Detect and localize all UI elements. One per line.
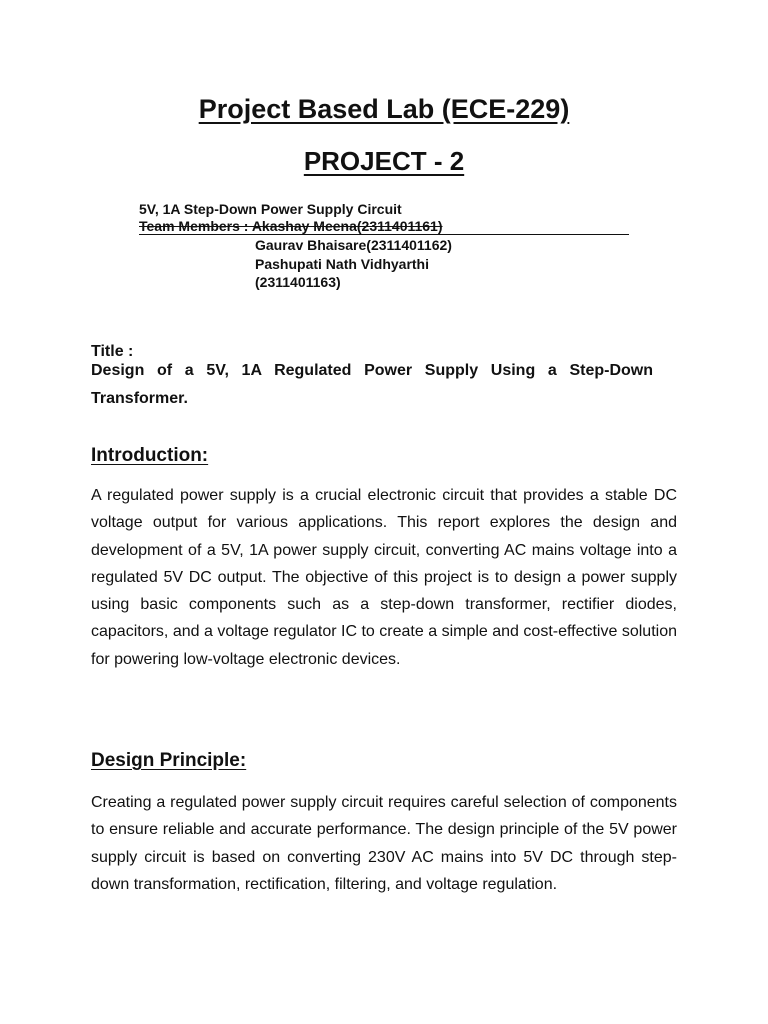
introduction-paragraph: A regulated power supply is a crucial electronic circuit that provides a stable DC voltage output for various applications. This report explores the design and development of a 5V, 1A power supply circuit, converting AC mains voltage into a regulated 5V DC output. The objective of this project is to design a power supply using basic components such as a step-down transformer, rectifier diodes, capacitors, and a voltage regulator IC to create a simple and cost-effective solution for powering low-voltage electronic devices.	[91, 487, 677, 668]
team-member: Gaurav Bhaisare(2311401162)	[255, 237, 452, 253]
circuit-name: 5V, 1A Step-Down Power Supply Circuit	[139, 201, 402, 217]
project-number: PROJECT - 2	[303, 146, 465, 176]
introduction-heading: Introduction:	[91, 445, 209, 466]
design-principle-heading: Design Principle:	[91, 750, 247, 771]
team-members-line: Team Members : Akashay Meena(2311401161)	[139, 218, 629, 235]
project-title-text: Design of a 5V, 1A Regulated Power Supply Using a Step-Down Transformer.	[91, 362, 653, 407]
team-member: Pashupati Nath Vidhyarthi	[255, 256, 429, 272]
team-member-id: (2311401163)	[255, 274, 341, 290]
design-principle-paragraph: Creating a regulated power supply circuit requires careful selection of components to ensure reliable and accurate performance. The design principle of the 5V power supply circuit is based on converting 230V AC mains into 5V DC through step-down transformation, rectification, filtering, and voltage regulation.	[91, 794, 677, 893]
document-title: Project Based Lab (ECE-229)	[198, 94, 570, 124]
title-label: Title :	[91, 343, 134, 360]
